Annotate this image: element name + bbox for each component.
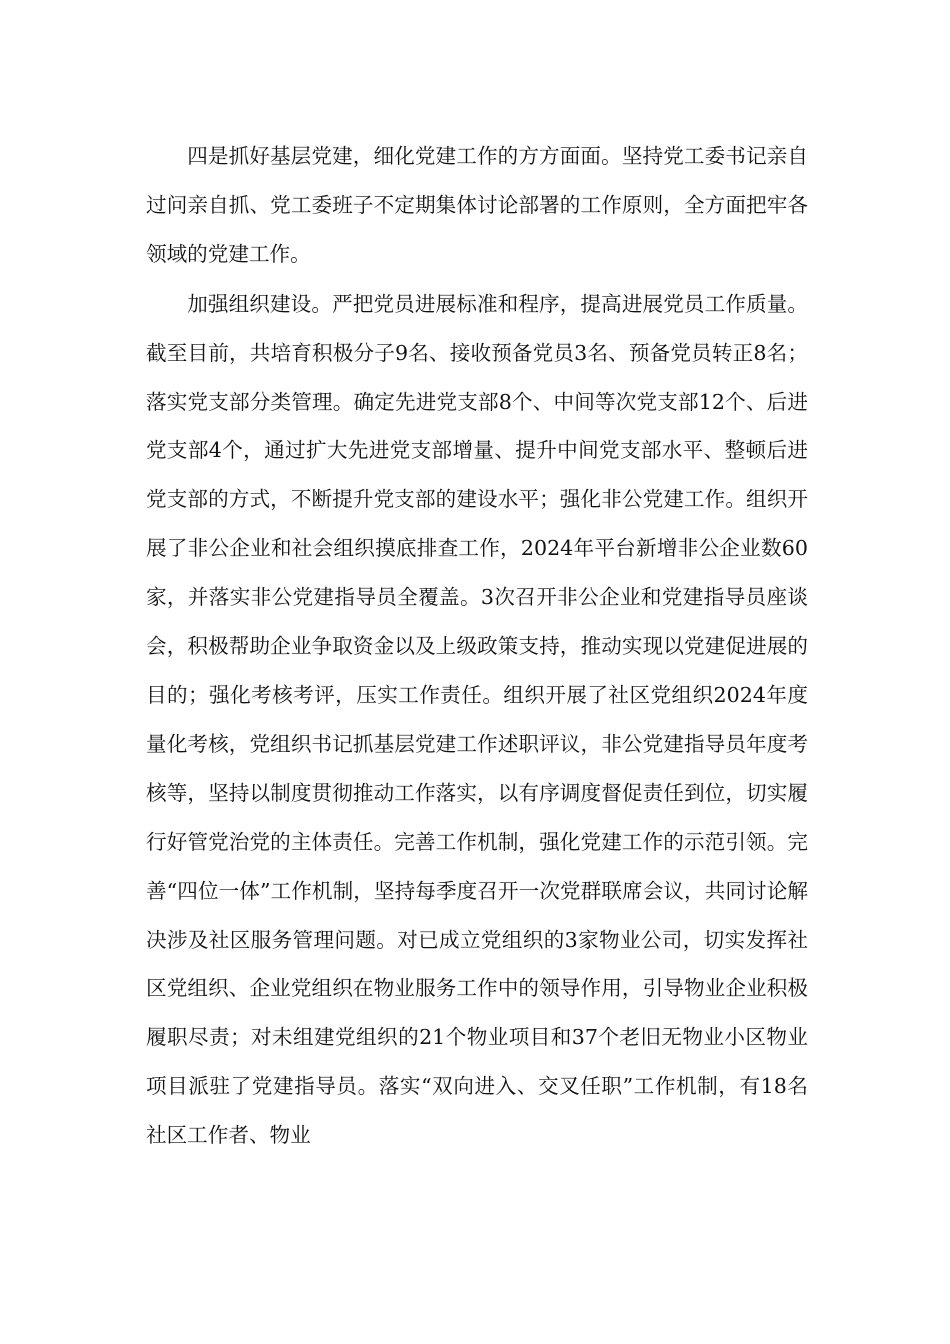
document-body (146, 132, 808, 1160)
paragraph-grassroots-party-building: 四是抓好基层党建，细化党建工作的方方面面。坚持党工委书记亲自过问亲自抓、党工委班子不定期集体讨论部署的工作原则，全方面把牢各领域的党建工作。 (146, 144, 808, 266)
paragraph-organization-building: 加强组织建设。严把党员进展标准和程序，提高进展党员工作质量。截至目前，共培育积极分子9名、接收预备党员3名、预备党员转正8名；落实党支部分类管理。确定先进党支部8个、中间等次党支部12个、后进党支部4个，通过扩大先进党支部增量、提升中间党支部水平、整顿后进党支部的方式，不断提升党支部的建设水平；强化非公党建工作。组织开展了非公企业和社会组织摸底排查工作，2024年平台新增非公企业数60家，并落实非公党建指导员全覆盖。3次召开非公企业和党建指导员座谈会，积极帮助企业争取资金以及上级政策支持，推动实现以党建促进展的目的；强化考核考评，压实工作责任。组织开展了社区党组织2024年度量化考核，党组织书记抓基层党建工作述职评议，非公党建指导员年度考核等，坚持以制度贯彻推动工作落实，以有序调度督促责任到位，切实履行好管党治党的主体责任。完善工作机制，强化党建工作的示范引领。完善“四位一体”工作机制，坚持每季度召开一次党群联席会议，共同讨论解决涉及社区服务管理问题。对已成立党组织的3家物业公司，切实发挥社区党组织、企业党组织在物业服务工作中的领导作用，引导物业企业积极履职尽责；对未组建党组织的21个物业项目和37个老旧无物业小区物业项目派驻了党建指导员。落实“双向进入、交叉任职”工作机制，有18名社区工作者、物业 (146, 291, 808, 1148)
